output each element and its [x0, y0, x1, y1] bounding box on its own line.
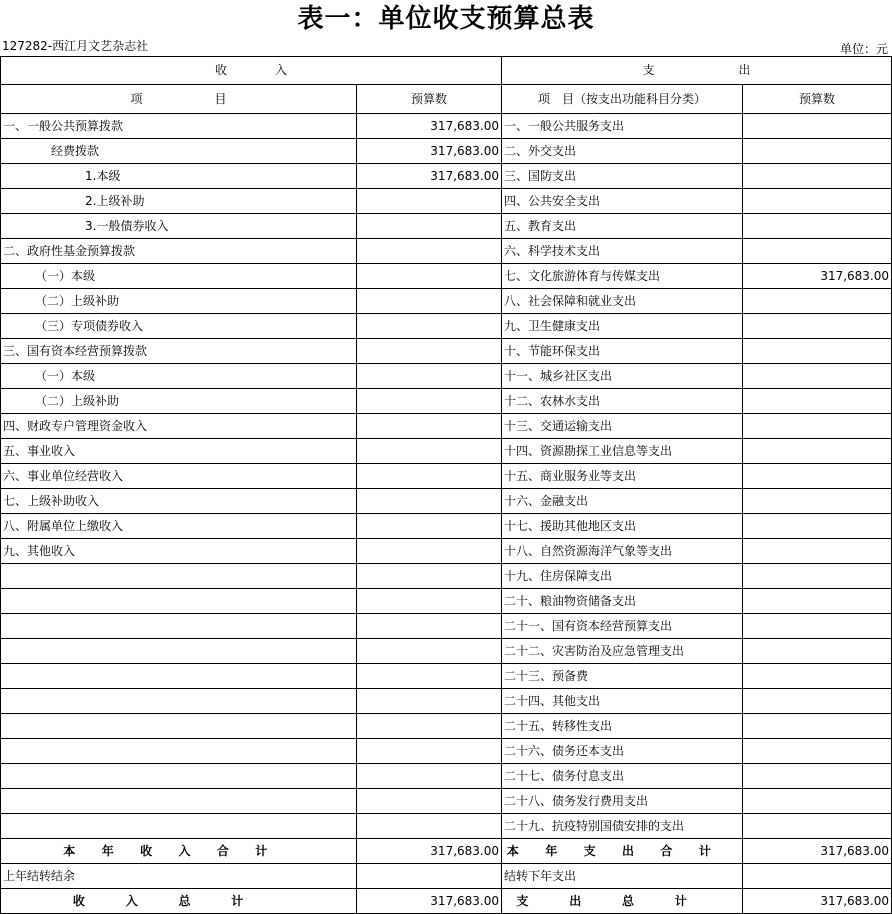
income-amount-cell: [357, 589, 502, 614]
table-row: [1, 789, 892, 814]
expense-amount-cell: [743, 339, 892, 364]
expense-amount-cell: [743, 664, 892, 689]
table-row: [1, 439, 892, 464]
expense-item-cell: 八、社会保障和就业支出: [502, 289, 743, 314]
expense-item-cell: 二十八、债务发行费用支出: [502, 789, 743, 814]
table-row: [1, 289, 892, 314]
table-row: [1, 664, 892, 689]
income-item-cell: 九、其他收入: [1, 539, 357, 564]
expense-amount-cell: [743, 589, 892, 614]
expense-item-cell: 二十九、抗疫特别国债安排的支出: [502, 814, 743, 839]
income-amount-cell: 317,683.00: [357, 114, 502, 139]
expense-item-cell: 十四、资源勘探工业信息等支出: [502, 439, 743, 464]
expense-amount-cell: [743, 364, 892, 389]
expense-total-amount: 317,683.00: [743, 839, 892, 864]
expense-amount-cell: [743, 689, 892, 714]
table-row: [1, 589, 892, 614]
expense-total-label: 本年支出合计: [502, 839, 743, 864]
page-title: 表一：单位收支预算总表: [297, 4, 595, 34]
income-amount-cell: [357, 439, 502, 464]
income-section-header: 收 入: [1, 57, 502, 85]
income-amount-cell: [357, 614, 502, 639]
income-amount-cell: 317,683.00: [357, 139, 502, 164]
expense-amount-cell: [743, 814, 892, 839]
expense-item-cell: 十六、金融支出: [502, 489, 743, 514]
income-amount-cell: [357, 664, 502, 689]
income-amount-cell: [357, 339, 502, 364]
income-item-cell: [1, 714, 357, 739]
income-amount-cell: [357, 414, 502, 439]
income-amount-cell: 317,683.00: [357, 164, 502, 189]
income-amount-cell: [357, 289, 502, 314]
expense-item-cell: 十九、住房保障支出: [502, 564, 743, 589]
expense-amount-cell: [743, 614, 892, 639]
income-item-cell: [1, 664, 357, 689]
table-row: [1, 114, 892, 139]
expense-item-header: 项 目（按支出功能科目分类）: [502, 85, 743, 114]
expense-item-cell: 六、科学技术支出: [502, 239, 743, 264]
income-item-cell: [1, 639, 357, 664]
expense-amount-cell: [743, 414, 892, 439]
expense-amount-cell: [743, 464, 892, 489]
expense-item-cell: 十三、交通运输支出: [502, 414, 743, 439]
budget-table: [0, 56, 892, 914]
income-item-cell: [1, 739, 357, 764]
table-row: [1, 614, 892, 639]
income-item-cell: [1, 789, 357, 814]
expense-amount-cell: [743, 514, 892, 539]
expense-amount-cell: [743, 164, 892, 189]
income-item-header: 项 目: [1, 85, 357, 114]
expense-item-cell: 二十、粮油物资储备支出: [502, 589, 743, 614]
year-total-row: [1, 839, 892, 864]
income-item-cell: [1, 614, 357, 639]
income-budget-header: 预算数: [357, 85, 502, 114]
expense-item-cell: 九、卫生健康支出: [502, 314, 743, 339]
income-amount-cell: [357, 314, 502, 339]
income-amount-cell: [357, 264, 502, 289]
expense-item-cell: 二十三、预备费: [502, 664, 743, 689]
table-row: [1, 564, 892, 589]
expense-item-cell: 七、文化旅游体育与传媒支出: [502, 264, 743, 289]
table-row: [1, 689, 892, 714]
header-row-columns: [1, 85, 892, 114]
expense-item-cell: 二十六、债务还本支出: [502, 739, 743, 764]
expense-item-cell: 十一、城乡社区支出: [502, 364, 743, 389]
expense-item-cell: 三、国防支出: [502, 164, 743, 189]
expense-amount-cell: [743, 489, 892, 514]
income-amount-cell: [357, 514, 502, 539]
expense-amount-cell: [743, 714, 892, 739]
expense-amount-cell: [743, 189, 892, 214]
expense-total-amount: 317,683.00: [743, 889, 892, 914]
income-item-cell: （一）本级: [1, 264, 357, 289]
income-amount-cell: [357, 689, 502, 714]
expense-amount-cell: [743, 439, 892, 464]
expense-amount-cell: [743, 639, 892, 664]
income-item-cell: [1, 689, 357, 714]
expense-amount-cell: [743, 739, 892, 764]
expense-item-cell: 二十四、其他支出: [502, 689, 743, 714]
expense-budget-header: 预算数: [743, 85, 892, 114]
income-amount-cell: [357, 789, 502, 814]
table-row: [1, 364, 892, 389]
income-amount-cell: [357, 464, 502, 489]
income-item-cell: 五、事业收入: [1, 439, 357, 464]
income-item-cell: 七、上级补助收入: [1, 489, 357, 514]
table-row: [1, 814, 892, 839]
expense-item-cell: 二十一、国有资本经营预算支出: [502, 614, 743, 639]
expense-amount-cell: [743, 214, 892, 239]
expense-section-header: 支 出: [502, 57, 892, 85]
header-row-sections: [1, 57, 892, 85]
table-row: [1, 739, 892, 764]
table-row: [1, 214, 892, 239]
income-item-cell: [1, 814, 357, 839]
expense-amount-cell: 317,683.00: [743, 264, 892, 289]
income-item-cell: 三、国有资本经营预算拨款: [1, 339, 357, 364]
income-item-cell: （三）专项债券收入: [1, 314, 357, 339]
expense-amount-cell: [743, 289, 892, 314]
expense-amount-cell: [743, 314, 892, 339]
expense-total-label: 结转下年支出: [502, 864, 743, 889]
expense-item-cell: 五、教育支出: [502, 214, 743, 239]
expense-item-cell: 四、公共安全支出: [502, 189, 743, 214]
table-row: [1, 464, 892, 489]
income-item-cell: （二）上级补助: [1, 389, 357, 414]
table-row: [1, 189, 892, 214]
income-amount-cell: [357, 714, 502, 739]
income-amount-cell: [357, 364, 502, 389]
income-item-cell: 3.一般债券收入: [1, 214, 357, 239]
table-row: [1, 639, 892, 664]
income-item-cell: 六、事业单位经营收入: [1, 464, 357, 489]
income-total-label: 上年结转结余: [1, 864, 357, 889]
expense-item-cell: 十八、自然资源海洋气象等支出: [502, 539, 743, 564]
table-row: [1, 239, 892, 264]
expense-amount-cell: [743, 114, 892, 139]
income-item-cell: [1, 564, 357, 589]
income-total-amount: 317,683.00: [357, 839, 502, 864]
expense-total-amount: [743, 864, 892, 889]
income-amount-cell: [357, 189, 502, 214]
table-row: [1, 414, 892, 439]
table-row: [1, 489, 892, 514]
budget-table-body: [1, 57, 892, 914]
table-row: [1, 764, 892, 789]
expense-item-cell: 十七、援助其他地区支出: [502, 514, 743, 539]
unit-label: 单位：元: [839, 42, 888, 56]
expense-amount-cell: [743, 389, 892, 414]
table-row: [1, 389, 892, 414]
income-total-amount: 317,683.00: [357, 889, 502, 914]
income-item-cell: [1, 589, 357, 614]
income-amount-cell: [357, 389, 502, 414]
income-item-cell: （二）上级补助: [1, 289, 357, 314]
table-row: [1, 539, 892, 564]
table-row: [1, 264, 892, 289]
expense-amount-cell: [743, 139, 892, 164]
income-item-cell: 经费拨款: [1, 139, 357, 164]
income-item-cell: 四、财政专户管理资金收入: [1, 414, 357, 439]
expense-total-label: 支出总计: [502, 889, 743, 914]
income-item-cell: 2.上级补助: [1, 189, 357, 214]
organization-label: 127282-西江月文艺杂志社: [2, 39, 149, 53]
expense-amount-cell: [743, 764, 892, 789]
grand-total-row: [1, 889, 892, 914]
expense-item-cell: 十二、农林水支出: [502, 389, 743, 414]
table-row: [1, 314, 892, 339]
income-amount-cell: [357, 639, 502, 664]
income-amount-cell: [357, 214, 502, 239]
expense-item-cell: 二、外交支出: [502, 139, 743, 164]
expense-amount-cell: [743, 564, 892, 589]
expense-amount-cell: [743, 239, 892, 264]
income-item-cell: 二、政府性基金预算拨款: [1, 239, 357, 264]
carry-row: [1, 864, 892, 889]
income-amount-cell: [357, 564, 502, 589]
expense-amount-cell: [743, 789, 892, 814]
income-item-cell: 一、一般公共预算拨款: [1, 114, 357, 139]
table-row: [1, 339, 892, 364]
income-amount-cell: [357, 239, 502, 264]
expense-amount-cell: [743, 539, 892, 564]
income-item-cell: 1.本级: [1, 164, 357, 189]
expense-item-cell: 二十二、灾害防治及应急管理支出: [502, 639, 743, 664]
income-amount-cell: [357, 739, 502, 764]
income-item-cell: 八、附属单位上缴收入: [1, 514, 357, 539]
income-amount-cell: [357, 764, 502, 789]
income-item-cell: [1, 764, 357, 789]
table-row: [1, 139, 892, 164]
expense-item-cell: 二十七、债务付息支出: [502, 764, 743, 789]
income-amount-cell: [357, 489, 502, 514]
income-total-amount: [357, 864, 502, 889]
table-row: [1, 164, 892, 189]
expense-item-cell: 十五、商业服务业等支出: [502, 464, 743, 489]
income-item-cell: （一）本级: [1, 364, 357, 389]
expense-item-cell: 十、节能环保支出: [502, 339, 743, 364]
expense-item-cell: 二十五、转移性支出: [502, 714, 743, 739]
expense-item-cell: 一、一般公共服务支出: [502, 114, 743, 139]
table-row: [1, 514, 892, 539]
table-row: [1, 714, 892, 739]
income-amount-cell: [357, 814, 502, 839]
income-total-label: 本年收入合计: [1, 839, 357, 864]
income-total-label: 收入总计: [1, 889, 357, 914]
income-amount-cell: [357, 539, 502, 564]
